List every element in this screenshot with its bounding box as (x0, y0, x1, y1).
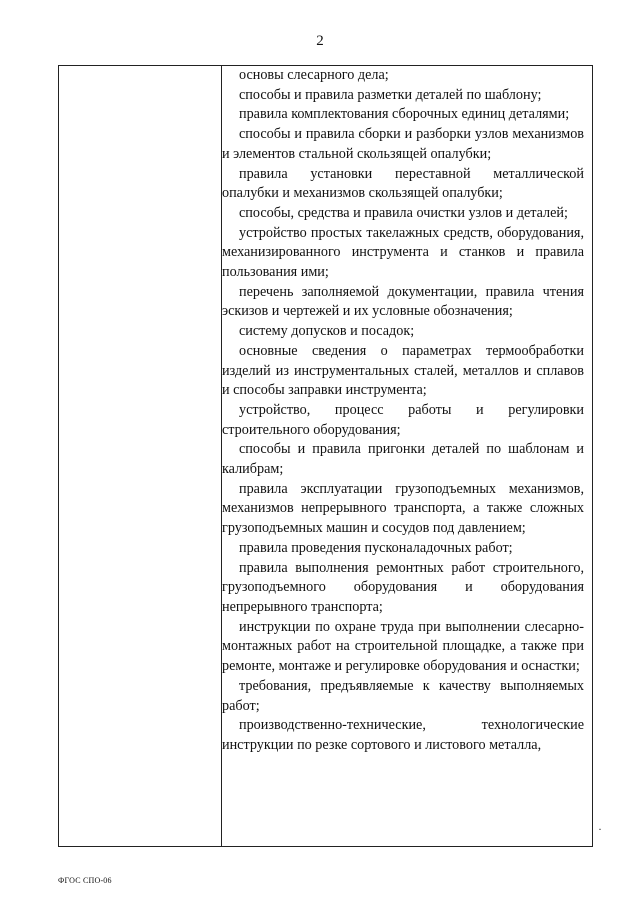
list-item: перечень заполняемой документации, правила чтения эскизов и чертежей и их условные обозначения; (222, 283, 584, 320)
list-item: правила выполнения ремонтных работ строительного, грузоподъемного оборудования и оборудования непрерывного транспорта; (222, 559, 584, 615)
list-item: правила установки переставной металлической опалубки и механизмов скользящей опалубки; (222, 165, 584, 202)
list-item: способы и правила сборки и разборки узлов механизмов и элементов стальной скользящей опалубки; (222, 126, 584, 162)
list-item: способы и правила пригонки деталей по шаблонам и калибрам; (222, 441, 584, 478)
list-item: систему допусков и посадок; (239, 323, 415, 340)
list-item: основы слесарного дела; (239, 67, 389, 83)
list-item: устройство, процесс работы и регулировки строительного оборудования; (222, 401, 584, 438)
list-item: способы и правила разметки деталей по шаблону; (239, 86, 542, 103)
list-item: производственно-технические, технологические инструкции по резке сортового и листового металла, (222, 717, 584, 753)
list-item: способы, средства и правила очистки узлов и деталей; (239, 204, 568, 221)
list-item: правила проведения пусконаладочных работ; (239, 539, 513, 556)
requirements-text-cell (222, 66, 584, 756)
list-item: основные сведения о параметрах термообработки изделий из инструментальных сталей, металлов и сплавов и способы заправки инструмента; (222, 342, 584, 399)
page-number: 2 (316, 33, 324, 49)
stray-mark: · (598, 822, 602, 836)
list-item: устройство простых такелажных средств, оборудования, механизированного инструмента и станков и правила пользования ими; (222, 224, 584, 281)
document-code: ФГОС СПО-06 (58, 876, 112, 885)
list-item: требования, предъявляемые к качеству выполняемых работ; (222, 677, 584, 714)
list-item: правила комплектования сборочных единиц деталями; (239, 106, 570, 123)
list-item: правила эксплуатации грузоподъемных механизмов, механизмов непрерывного транспорта, а также сложных грузоподъемных машин и сосудов под давлением; (222, 480, 584, 537)
list-item: инструкции по охране труда при выполнении слесарно-монтажных работ на строительной площадке, а также при ремонте, монтаже и регулировке оборудования и оснастки; (222, 618, 584, 675)
